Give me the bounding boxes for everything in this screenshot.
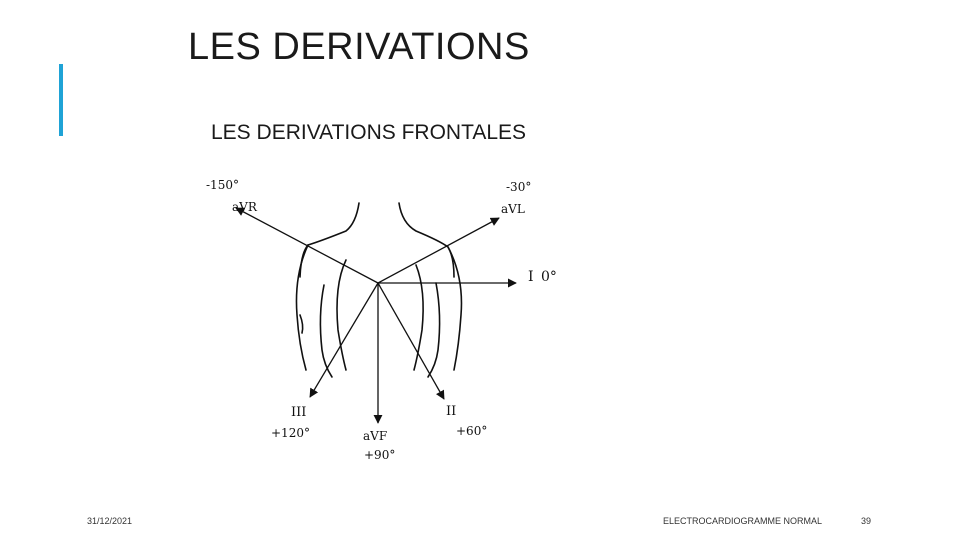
lead-i-label: I bbox=[528, 269, 534, 285]
slide-subtitle: LES DERIVATIONS FRONTALES bbox=[211, 121, 527, 144]
lead-ii-axis-arrow bbox=[378, 283, 444, 399]
lead-iii-angle-label: +120° bbox=[271, 426, 310, 440]
lead-ii-label: II bbox=[446, 404, 457, 419]
neck-left-line bbox=[300, 203, 359, 277]
lead-i-angle-label: 0° bbox=[541, 269, 557, 285]
accent-bar bbox=[59, 64, 63, 136]
lead-axes bbox=[236, 208, 516, 423]
slide-title: LES DERIVATIONS bbox=[188, 26, 530, 68]
avr-axis-arrow bbox=[236, 208, 378, 283]
frontal-leads-diagram bbox=[196, 165, 569, 470]
avf-label: aVF bbox=[363, 429, 388, 443]
right-shoulder-outer bbox=[448, 247, 461, 370]
avl-label: aVL bbox=[501, 202, 525, 216]
lead-iii-label: III bbox=[291, 405, 307, 420]
footer-page-number: 39 bbox=[861, 516, 872, 526]
neck-right-line bbox=[399, 203, 454, 277]
lead-ii-angle-label: +60° bbox=[456, 424, 488, 438]
avr-label: aVR bbox=[232, 200, 257, 214]
avl-axis-arrow bbox=[378, 218, 499, 283]
right-arm-inner bbox=[428, 283, 440, 377]
avl-angle-label: -30° bbox=[506, 180, 532, 194]
left-arm-bump bbox=[300, 315, 303, 333]
left-shoulder-outer bbox=[296, 245, 308, 370]
footer-date: 31/12/2021 bbox=[87, 516, 133, 526]
footer-title: ELECTROCARDIOGRAMME NORMAL bbox=[663, 516, 823, 526]
diagram-svg bbox=[196, 165, 569, 470]
lead-iii-axis-arrow bbox=[310, 283, 378, 397]
left-torso-side bbox=[337, 260, 346, 370]
body-outline bbox=[296, 203, 461, 377]
avr-angle-label: -150° bbox=[206, 178, 239, 192]
avf-angle-label: +90° bbox=[364, 448, 396, 462]
